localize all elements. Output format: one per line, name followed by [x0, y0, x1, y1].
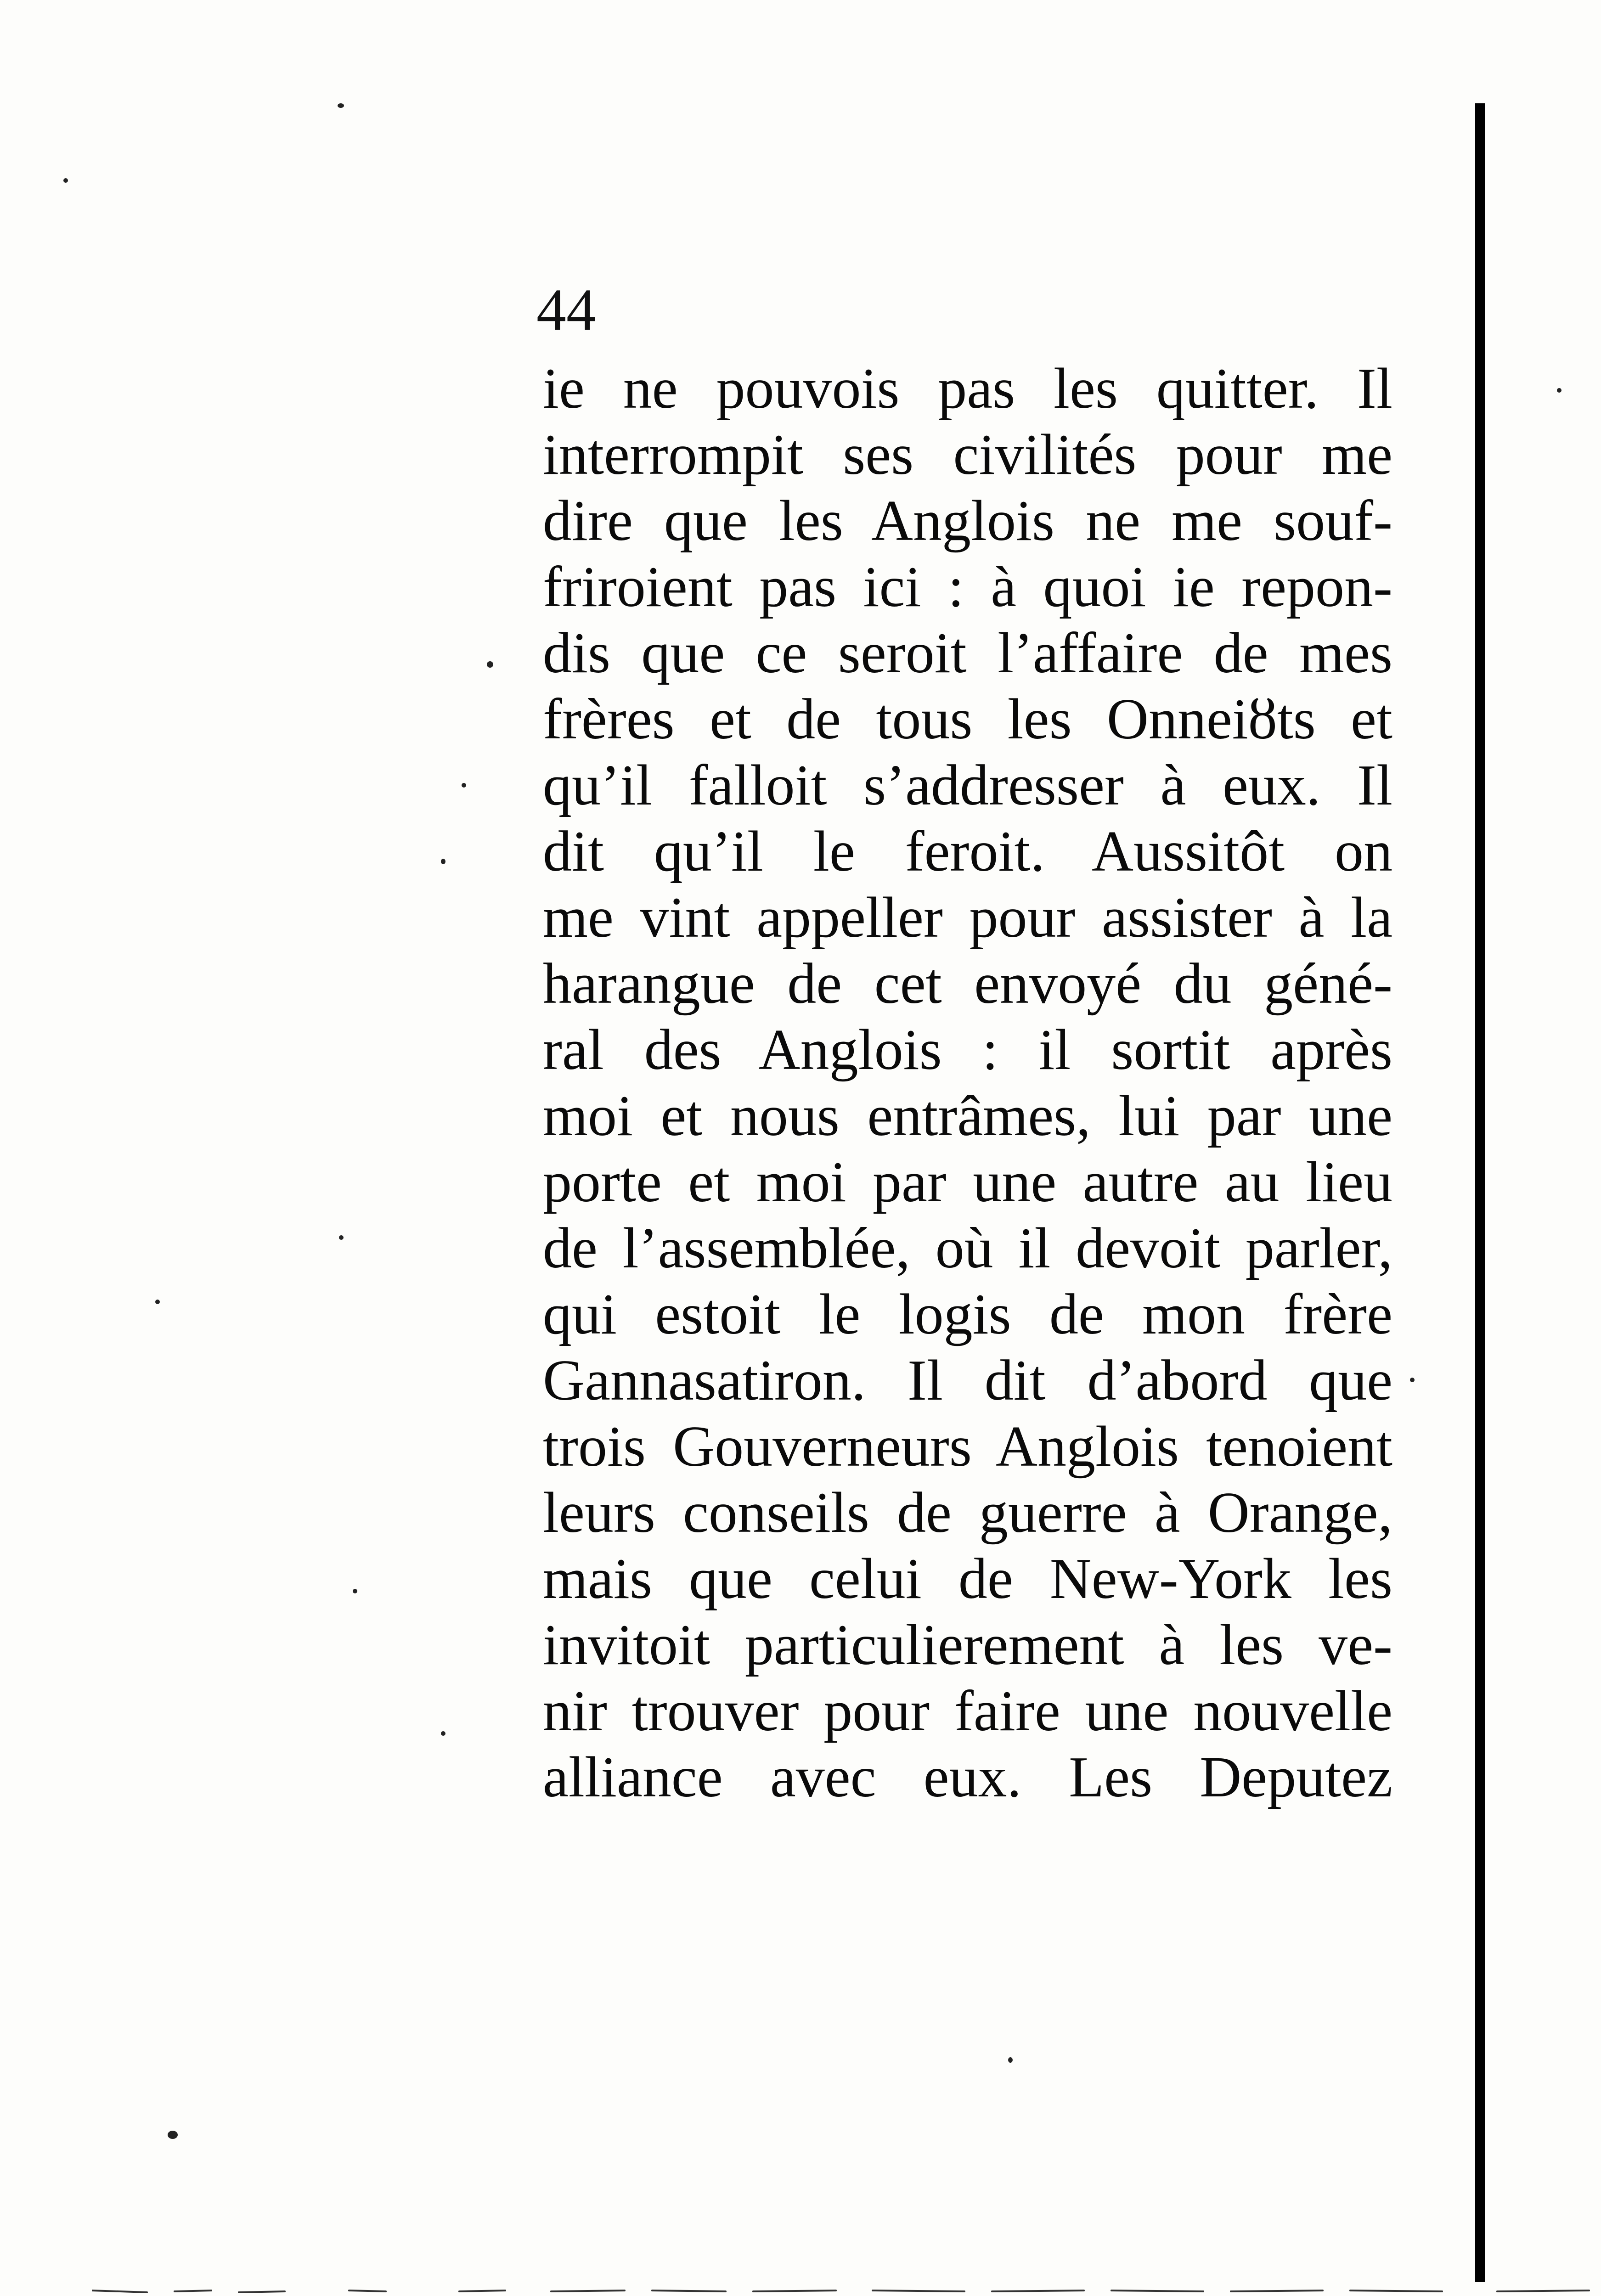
scan-speck: [155, 1300, 160, 1304]
page-number: 44: [536, 277, 596, 343]
scan-speck: [168, 2131, 178, 2139]
text-line: porte et moi par une autre au lieu: [543, 1150, 1392, 1214]
scan-noise-bottom: [92, 2281, 1598, 2296]
text-line: me vint appeller pour assister à la: [543, 886, 1392, 950]
scan-speck: [353, 1589, 357, 1593]
text-line: qui estoit le logis de mon frère: [543, 1283, 1392, 1346]
text-line: mais que celui de New-York les: [543, 1547, 1392, 1611]
text-line: dire que les Anglois ne me souf-: [543, 489, 1392, 553]
text-line: nir trouver pour faire une nouvelle: [543, 1679, 1392, 1743]
text-line: alliance avec eux. Les Deputez: [543, 1745, 1392, 1809]
text-line: moi et nous entrâmes, lui par une: [543, 1084, 1392, 1148]
text-line: qu’il falloit s’addresser à eux. Il: [543, 754, 1392, 817]
text-line: frères et de tous les Onneiȣts et: [543, 687, 1392, 751]
scan-speck: [338, 103, 344, 108]
scan-speck: [441, 859, 445, 864]
text-line: trois Gouverneurs Anglois tenoient: [543, 1415, 1392, 1479]
body-text: [543, 356, 1392, 1811]
binding-edge-rule: [1475, 103, 1485, 2282]
text-line: invitoit particulierement à les ve-: [543, 1613, 1392, 1677]
text-line: Gannasatiron. Il dit d’abord que: [543, 1349, 1392, 1412]
text-line: dit qu’il le feroit. Aussitôt on: [543, 820, 1392, 884]
scan-speck: [1557, 388, 1562, 393]
text-line: harangue de cet envoyé du géné-: [543, 952, 1392, 1016]
text-line: leurs conseils de guerre à Orange,: [543, 1481, 1392, 1545]
text-line: friroient pas ici : à quoi ie repon-: [543, 555, 1392, 619]
scan-speck: [1008, 2057, 1013, 2063]
text-line: ie ne pouvois pas les quitter. Il: [543, 357, 1392, 421]
text-line: ral des Anglois : il sortit après: [543, 1018, 1392, 1082]
scan-speck: [441, 1731, 445, 1736]
scan-speck: [1410, 1378, 1415, 1382]
scan-speck: [63, 178, 68, 183]
scan-speck: [462, 783, 466, 788]
text-line: interrompit ses civilités pour me: [543, 423, 1392, 487]
scan-speck: [487, 661, 493, 668]
text-line: dis que ce seroit l’affaire de mes: [543, 621, 1392, 685]
scan-speck: [339, 1235, 344, 1240]
text-line: de l’assemblée, où il devoit parler,: [543, 1216, 1392, 1280]
